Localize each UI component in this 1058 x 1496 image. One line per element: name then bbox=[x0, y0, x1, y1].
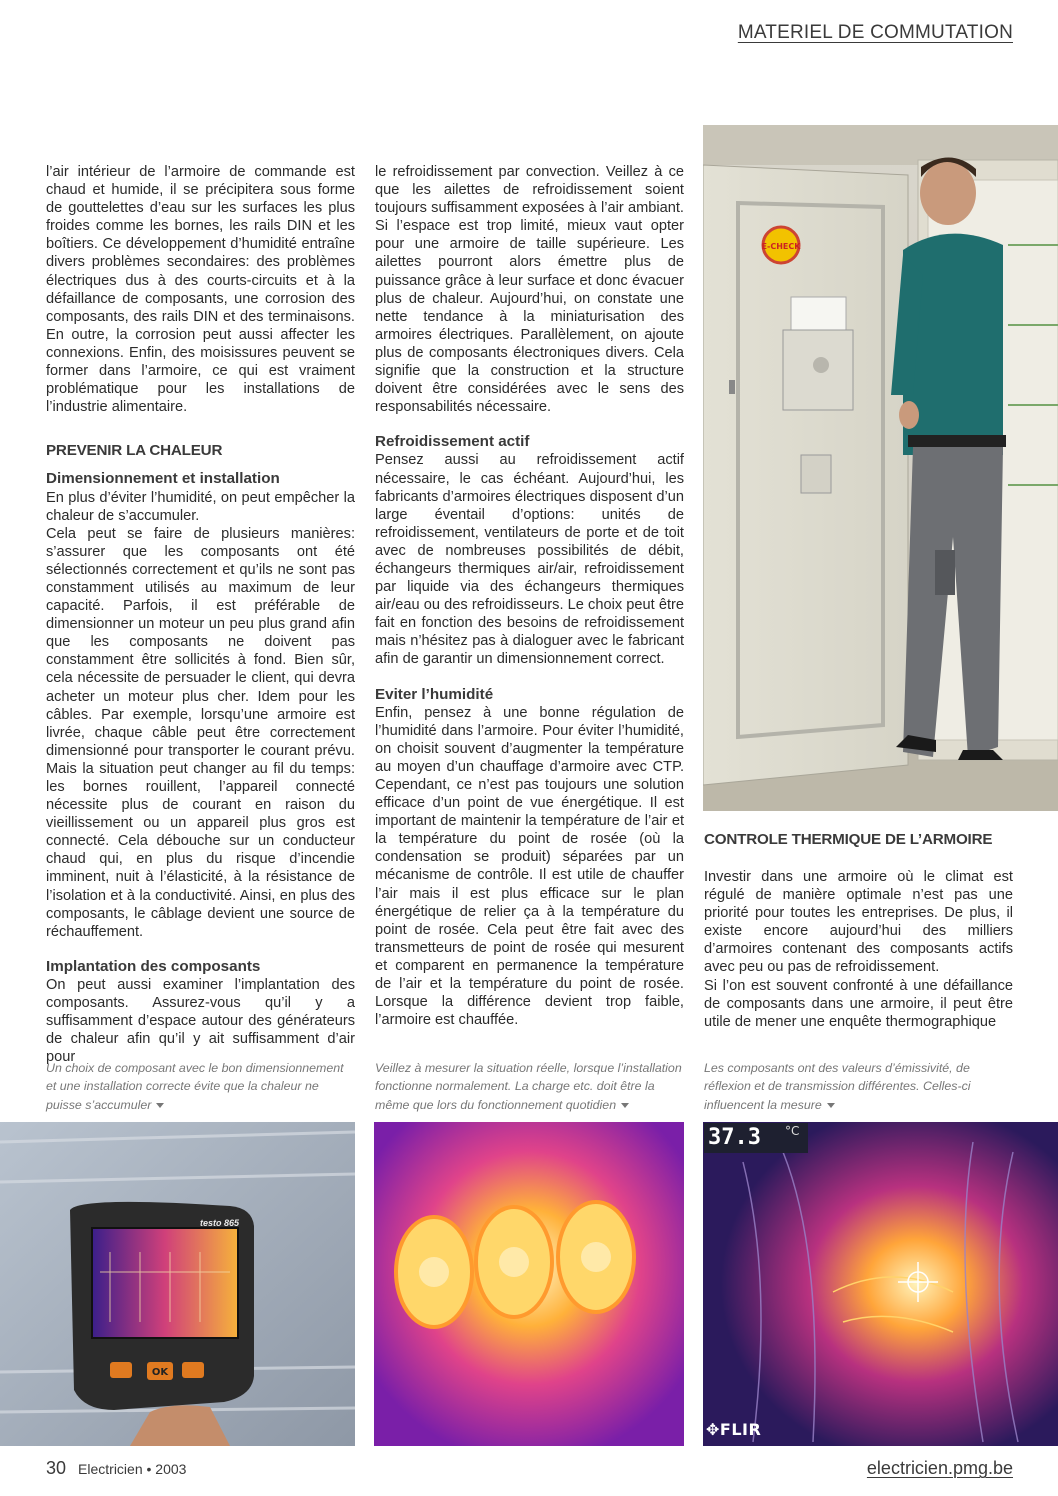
column-1 bbox=[46, 163, 355, 1066]
subheading-refroidissement-actif: Refroidissement actif bbox=[375, 433, 530, 451]
paragraph: On peut aussi examiner l’implantation des composants. Assurez-vous qu’il y a suffisamment d’espace autour des générateurs de chaleur afin qu’il y ait suffisamment d’air pour bbox=[46, 976, 355, 1066]
cabinet-photo bbox=[703, 125, 1058, 811]
footer-left bbox=[46, 1458, 186, 1479]
caret-down-icon bbox=[621, 1103, 629, 1108]
subheading-implantation: Implantation des composants bbox=[46, 957, 261, 975]
paragraph: Pensez aussi au refroidissement actif nécessaire, le cas échéant. Aujourd’hui, les fabricants d’armoires électriques disposent d’un large éventail d’options: unités de refroidissement, ventilateurs de porte et de toit avec de nombreuses possibilités de débit, échangeurs thermiques air/air, refroidissement par liquide via des échangeurs thermiques air/eau ou des refroidisseurs. Le choix peut être fait en fonction des besoins de refroidissement mais n’hésitez pas à dialoguer avec le fabricant afin de garantir un dimensionnement correct. bbox=[375, 452, 684, 668]
subheading-eviter-humidite: Eviter l’humidité bbox=[375, 685, 494, 703]
website-link[interactable]: electricien.pmg.be bbox=[866, 1458, 1013, 1478]
paragraph: En plus d’éviter l’humidité, on peut empêcher la chaleur de s’accumuler. bbox=[46, 489, 355, 524]
temperature-readout: 37.3 bbox=[704, 1123, 808, 1153]
temperature-unit: °C bbox=[785, 1124, 800, 1138]
caret-down-icon bbox=[827, 1103, 835, 1108]
paragraph: Si l’on est souvent confronté à une défaillance de composants dans une armoire, il peut être utile de mener une enquête thermographique bbox=[704, 977, 1013, 1030]
e-check-sticker: E-CHECK bbox=[761, 242, 801, 251]
column-2 bbox=[375, 163, 684, 1029]
paragraph: Enfin, pensez à une bonne régulation de l’humidité dans l’armoire. Pour éviter l’humidité, on choisit souvent d’augmenter la température au moyen d’un chauffage d’armoire avec CTP. Cependant, ce n’est pas toujours une solution efficace d’un point de vue énergétique. Il est important de maintenir la température de l’air et la température du point de rosée (où la condensation se produit) séparées par un mécanisme de contrôle. Il est utile de chauffer l’air mais il est plus efficace sur le plan énergétique de relier ça à la température du point de rosée. Cela peut être fait avec des transmetteurs de point de rosée qui mesurent et comparent en permanence la température de l’air et la température du point de rosée. Lorsque la différence devient trop faible, l’armoire est chauffée. bbox=[375, 704, 684, 1029]
section-label: MATERIEL DE COMMUTATION bbox=[737, 22, 1013, 43]
caption-camera: Un choix de composant avec le bon dimensionnement et une installation correcte évite que la chaleur ne puisse s’accumuler bbox=[46, 1061, 344, 1112]
paragraph: Investir dans une armoire où le climat est régulé de manière optimale n’est pas une priorité pour toutes les entreprises. De plus, il existe encore aujourd’hui des milliers d’armoires contenant des composants actifs avec peu ou pas de refroidissement. bbox=[704, 869, 1013, 976]
caret-down-icon bbox=[156, 1103, 164, 1108]
paragraph: l’air intérieur de l’armoire de commande est chaud et humide, il se précipitera sous forme de gouttelettes d’eau sur les surfaces les plus froides comme les bornes, les rails DIN et les boîtiers. Ce développement d’humidité entraîne divers problèmes secondaires: des problèmes électriques dus à des courts-circuits et à la défaillance de composants, une corrosion des composants, des rails DIN et des terminaisons. En outre, la corrosion peut aussi affecter les connexions. Enfin, des moisissures peuvent se former dans l’armoire, ce qui est vraiment problématique pour les installations de l’industrie alimentaire. bbox=[46, 164, 355, 416]
paragraph: Cela peut se faire de plusieurs manières: s’assurer que les composants ont été sélectionnés correctement et qu’ils ne sont pas constamment utilisés au maximum de leur capacité. Parfois, il est préférable de dimensionner un moteur un peu plus grand afin que les composants ne doivent pas constamment être sollicités à fond. Bien sûr, cela nécessite de persuader le client, qui devra acheter un moteur plus cher. Idem pour les câbles. Par exemple, lorsqu’une armoire est livrée, chaque câble peut être correctement dimensionné pour transporter le courant prévu. Mais la situation peut changer au fil du temps: les bornes rouillent, l’appareil connecté nécessite plus de courant en raison du vieillissement ou un appareil plus gros est connecté. Cela débouche sur un conducteur chaud qui, en plus du risque d’incendie imminent, nuit à l’élasticité, à la résistance de l’isolation et à la conductivité. Ainsi, en plus des composants, le câblage devient une source de réchauffement. bbox=[46, 525, 355, 940]
column-3 bbox=[704, 868, 1013, 1031]
camera-brand-label: testo 865 bbox=[200, 1218, 240, 1228]
subheading-dimensionnement: Dimensionnement et installation bbox=[46, 470, 280, 488]
caption-thermal-1: Veillez à mesurer la situation réelle, lorsque l’installation fonctionne normalement. La charge etc. doit être la même que lors du fonctionnement quotidien bbox=[375, 1061, 682, 1112]
magazine-issue: Electricien • 2003 bbox=[78, 1461, 187, 1477]
caption-thermal-2: Les composants ont des valeurs d’émissivité, de réflexion et de transmission différentes. Celles-ci influencent la mesure bbox=[704, 1061, 971, 1112]
camera-ok-label: OK bbox=[151, 1367, 169, 1378]
heading-prevenir-chaleur: PREVENIR LA CHALEUR bbox=[46, 442, 223, 460]
heading-controle-thermique: CONTROLE THERMIQUE DE L’ARMOIRE bbox=[704, 831, 993, 848]
thermal-image-terminals bbox=[374, 1122, 684, 1446]
thermal-camera-photo bbox=[0, 1122, 355, 1446]
page-number: 30 bbox=[46, 1458, 67, 1478]
flir-icon: ✥ bbox=[706, 1420, 720, 1439]
paragraph: le refroidissement par convection. Veillez à ce que les ailettes de refroidissement soient toujours suffisamment exposées à l’air ambiant. Si l’espace est trop limité, mieux vaut opter pour une armoire de taille supérieure. Les ailettes pourront alors émettre plus de puissance grâce à leur surface et donc évacuer plus de chaleur. Aujourd’hui, on constate une nette tendance à la miniaturisation des armoires électriques. Parallèlement, on ajoute plus de composants électroniques divers. Cela signifie que la construction et la structure doivent être considérées avec le sens des responsabilités nécessaire. bbox=[375, 164, 684, 416]
thermal-image-flir bbox=[703, 1122, 1058, 1446]
flir-logo: ✥FLIR bbox=[706, 1420, 762, 1439]
